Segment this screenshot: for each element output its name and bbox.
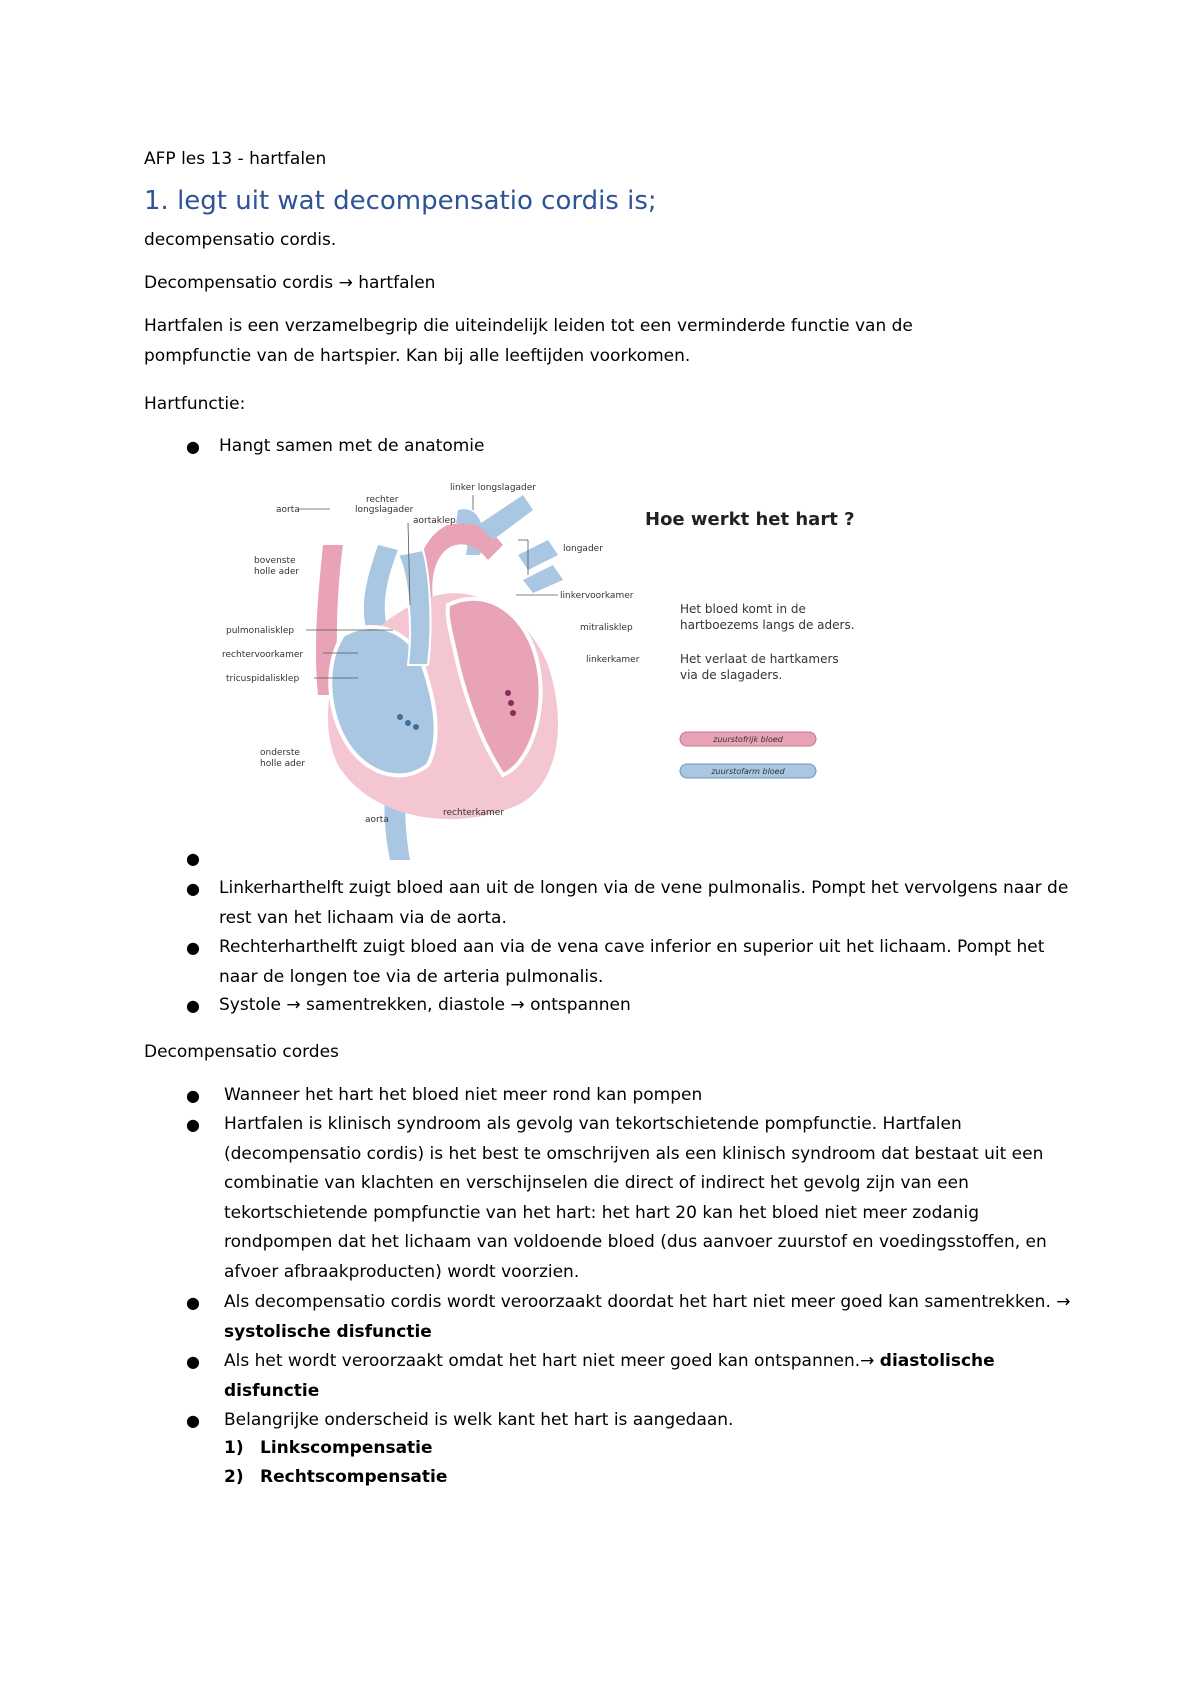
list-item: Linkerharthelft zuigt bloed aan uit de longen via de vene pulmonalis. Pompt het vervolgens naar de rest van het lichaam via de aorta. <box>219 878 1069 928</box>
label-linkerkamer: linkerkamer <box>586 655 640 665</box>
bullet-icon: ● <box>186 1293 200 1312</box>
hartfunctie-label: Hartfunctie: <box>144 394 246 414</box>
label-bovenste: bovenste <box>254 556 296 566</box>
numbered-item-text: Linkscompensatie <box>260 1438 433 1458</box>
arrow-icon: → <box>1056 1292 1071 1312</box>
definition-meaning: hartfalen <box>358 273 436 293</box>
bullet-icon: ● <box>186 996 200 1015</box>
bullet-icon: ● <box>186 1115 200 1134</box>
diastole-meaning: ontspannen <box>530 995 631 1015</box>
list-item: Rechterharthelft zuigt bloed aan via de vena cave inferior en superior uit het lichaam. Pompt het naar de longen toe via de arteria pulmonalis. <box>219 937 1045 987</box>
legend-deoxy-label: zuurstofarm bloed <box>711 767 785 776</box>
list-item: Hartfalen is klinisch syndroom als gevolg van tekortschietende pompfunctie. Hartfalen (decompensatio cordis) is het best te omschrijven als een klinisch syndroom dat bestaat uit een combinatie van klachten en verschijnselen die direct of indirect het gevolg zijn van een tekortschietende pompfunctie van het hart: het hart 20 kan het bloed niet meer zodanig rondpompen dat het lichaam van voldoende bloed (dus aanvoer zuurstof en voedingsstoffen, en afvoer afbraakproducten) wordt voorzien. <box>224 1114 1047 1282</box>
arrow-icon: → <box>510 995 525 1015</box>
numbered-item-text: Rechtscompensatie <box>260 1467 448 1487</box>
bullet-icon: ● <box>186 938 200 957</box>
label-longslagader: longslagader <box>355 505 414 515</box>
legend-oxy-label: zuurstofrijk bloed <box>713 735 783 744</box>
bullet-icon: ● <box>186 849 200 868</box>
bullet-icon: ● <box>186 1086 200 1105</box>
numbered-item <box>224 1467 447 1487</box>
document-header: AFP les 13 - hartfalen <box>144 149 327 169</box>
systole-meaning: samentrekken, diastole <box>306 995 506 1015</box>
definition-line <box>144 268 435 298</box>
figure-title: Hoe werkt het hart ? <box>645 509 855 530</box>
flow-dot <box>405 720 411 726</box>
bullet-icon: ● <box>186 1411 200 1430</box>
subheading: decompensatio cordis. <box>144 230 337 250</box>
list-item <box>224 1347 1074 1406</box>
flow-dot <box>508 700 514 706</box>
figure-desc-1a: Het bloed komt in de <box>680 602 806 616</box>
list-item: Wanneer het hart het bloed niet meer rond kan pompen <box>224 1085 703 1105</box>
figure-desc-2b: via de slagaders. <box>680 668 783 682</box>
list-item <box>219 991 1069 1021</box>
flow-dot <box>397 714 403 720</box>
arrow-icon: → <box>286 995 301 1015</box>
figure-desc-1b: hartboezems langs de aders. <box>680 618 855 632</box>
systolic-term: systolische disfunctie <box>224 1321 432 1342</box>
heart-diagram <box>218 465 930 863</box>
label-mitralisklep: mitralisklep <box>580 623 633 633</box>
pulmonary-artery-branch <box>478 495 533 540</box>
figure-desc-2a: Het verlaat de hartkamers <box>680 652 839 666</box>
decomp-label: Decompensatio cordes <box>144 1042 339 1062</box>
label-linker-longslagader: linker longslagader <box>450 483 537 493</box>
label-holle-ader-bottom: holle ader <box>260 759 306 769</box>
label-aorta-bottom: aorta <box>365 815 389 825</box>
label-rechterkamer: rechterkamer <box>443 808 505 818</box>
flow-dot <box>413 724 419 730</box>
label-tricuspidalisklep: tricuspidalisklep <box>226 674 300 684</box>
list-item-text: Als decompensatio cordis wordt veroorzaakt doordat het hart niet meer goed kan samentrekken. <box>224 1292 1051 1312</box>
number-label: 2) <box>224 1467 244 1487</box>
list-item: Belangrijke onderscheid is welk kant het hart is aangedaan. <box>224 1410 734 1430</box>
bullet-icon: ● <box>186 879 200 898</box>
flow-dot <box>505 690 511 696</box>
bullet-icon: ● <box>186 1352 200 1371</box>
heart-diagram-svg <box>218 465 930 863</box>
list-item <box>224 1288 1074 1347</box>
arrow-icon: → <box>338 273 353 293</box>
label-linkervoorkamer: linkervoorkamer <box>560 591 634 601</box>
arrow-icon: → <box>860 1351 875 1371</box>
numbered-item <box>224 1438 433 1458</box>
label-rechtervoorkamer: rechtervoorkamer <box>222 650 304 660</box>
label-aorta-top: aorta <box>276 505 300 515</box>
label-onderste: onderste <box>260 748 300 758</box>
diastolic-term: diastolische disfunctie <box>224 1351 995 1401</box>
intro-paragraph: Hartfalen is een verzamelbegrip die uiteindelijk leiden tot een verminderde functie van de pompfunctie van de hartspier. Kan bij alle leeftijden voorkomen. <box>144 316 913 366</box>
flow-dot <box>510 710 516 716</box>
definition-term: Decompensatio cordis <box>144 273 334 293</box>
list-item: Hangt samen met de anatomie <box>219 436 485 456</box>
list-item-text: Als het wordt veroorzaakt omdat het hart niet meer goed kan ontspannen. <box>224 1351 861 1371</box>
bullet-icon: ● <box>186 437 200 456</box>
label-aortaklep: aortaklep <box>413 516 456 526</box>
heading-1: 1. legt uit wat decompensatio cordis is; <box>144 186 657 216</box>
label-rechter: rechter <box>366 495 399 505</box>
label-holle-ader-top: holle ader <box>254 567 300 577</box>
number-label: 1) <box>224 1438 244 1458</box>
label-pulmonalisklep: pulmonalisklep <box>226 626 295 636</box>
label-longader: longader <box>563 544 603 554</box>
systole-term: Systole <box>219 995 281 1015</box>
